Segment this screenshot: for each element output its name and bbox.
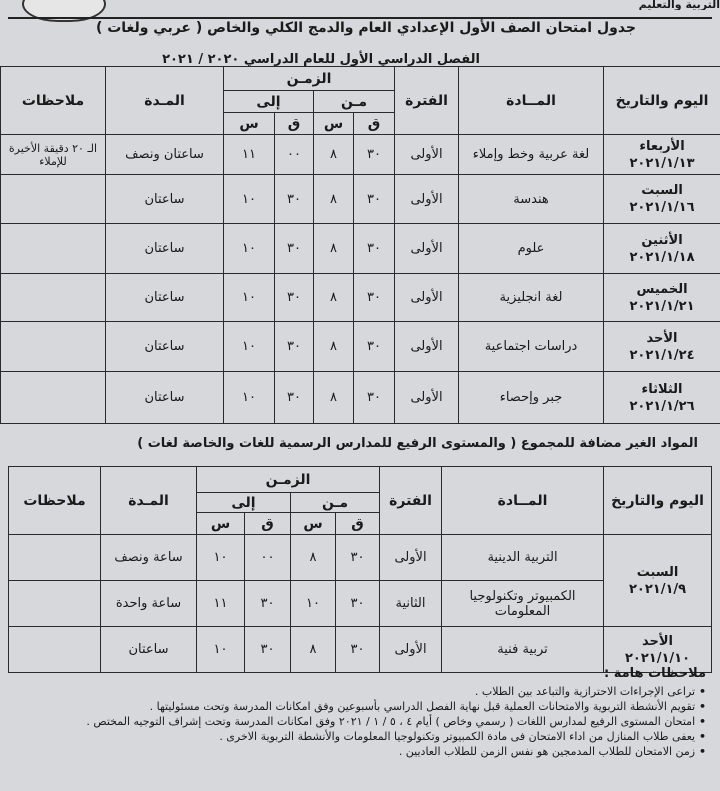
page-title: جدول امتحان الصف الأول الإعدادي العام والدمج الكلي والخاص ( عربي ولغات ) (95, 20, 636, 36)
exam-date: ٢٠٢١/١/٩ (628, 581, 687, 597)
day-name: السبت (636, 564, 679, 580)
to-minute-cell: ٣٠ (245, 581, 291, 627)
duration-cell: ساعتان (101, 627, 197, 673)
to-minute-cell: ٣٠ (275, 274, 314, 322)
period-header: الفترة (395, 67, 459, 135)
day-name: الأحد (646, 330, 678, 346)
minute-header: ق (354, 113, 395, 135)
extra-subjects-table (8, 466, 712, 673)
subject-cell: جبر وإحصاء (459, 372, 604, 424)
exam-date: ٢٠٢١/١/١٦ (629, 200, 695, 215)
exam-date: ٢٠٢١/١/٢١ (629, 298, 695, 314)
day-name: الأحد (642, 633, 674, 649)
duration-cell: ساعتان ونصف (106, 135, 224, 175)
to-hour-cell: ١٠ (197, 535, 245, 581)
hour-header: س (314, 113, 354, 135)
day-name: الأثنين (641, 232, 683, 248)
to-minute-cell: ٣٠ (245, 627, 291, 673)
note-cell (1, 175, 106, 224)
section-title: المواد الغير مضافة للمجموع ( والمستوى الرفيع للمدارس الرسمية للغات والخاصة لغات ) (137, 436, 698, 451)
to-header: إلى (224, 91, 314, 113)
to-hour-cell: ١٠ (224, 372, 275, 424)
to-minute-cell: ٠٠ (245, 535, 291, 581)
to-minute-cell: ٣٠ (275, 322, 314, 372)
to-hour-cell: ١٠ (197, 627, 245, 673)
note-cell (9, 581, 101, 627)
subject-cell: دراسات اجتماعية (459, 322, 604, 372)
subject-cell: تربية فنية (442, 627, 604, 673)
table-row (1, 224, 720, 274)
to-hour-cell: ١٠ (224, 175, 275, 224)
period-cell: الأولى (395, 135, 459, 175)
exam-date: ٢٠٢١/١/١٠ (624, 650, 691, 666)
period-cell: الأولى (380, 535, 442, 581)
exam-schedule-table (0, 66, 720, 424)
from-minute-cell: ٣٠ (354, 322, 395, 372)
from-hour-cell: ٨ (314, 224, 354, 274)
note-item: • امتحان المستوى الرفيع لمدارس اللغات ( رسمي وخاص ) أيام ٤ ، ٥ / ١ / ٢٠٢١ وفق امكانات المدرسة وتحت إشراف التوجيه المختص . (6, 714, 706, 729)
note-cell (9, 535, 101, 581)
minute-header: ق (275, 113, 314, 135)
day-date-cell (604, 372, 720, 424)
day-date-cell (604, 322, 720, 372)
from-hour-cell: ٨ (314, 322, 354, 372)
hour-header: س (291, 513, 336, 535)
period-cell: الأولى (395, 274, 459, 322)
from-hour-cell: ٨ (314, 175, 354, 224)
period-cell: الأولى (395, 175, 459, 224)
to-minute-cell: ٠٠ (275, 135, 314, 175)
duration-cell: ساعة واحدة (101, 581, 197, 627)
table-row (1, 135, 720, 175)
from-minute-cell: ٣٠ (354, 274, 395, 322)
duration-cell: ساعة ونصف (101, 535, 197, 581)
to-hour-cell: ١١ (197, 581, 245, 627)
note-cell (1, 372, 106, 424)
from-hour-cell: ٨ (314, 274, 354, 322)
subject-header: المــادة (442, 467, 604, 535)
from-hour-cell: ٨ (314, 372, 354, 424)
subject-cell: التربية الدينية (442, 535, 604, 581)
exam-date: ٢٠٢١/١/٢٦ (629, 398, 695, 414)
from-hour-cell: ٨ (314, 135, 354, 175)
from-minute-cell: ٣٠ (336, 581, 380, 627)
period-cell: الأولى (395, 322, 459, 372)
period-header: الفترة (380, 467, 442, 535)
note-cell (1, 224, 106, 274)
note-cell (9, 627, 101, 673)
subject-cell: الكمبيوتر وتكنولوجيا المعلومات (442, 581, 604, 627)
duration-cell: ساعتان (106, 372, 224, 424)
from-minute-cell: ٣٠ (354, 175, 395, 224)
minute-header: ق (245, 513, 291, 535)
duration-cell: ساعتان (106, 274, 224, 322)
to-hour-cell: ١٠ (224, 322, 275, 372)
note-cell (1, 274, 106, 322)
note-cell (1, 322, 106, 372)
day-name: الخميس (636, 281, 688, 297)
to-hour-cell: ١٠ (224, 224, 275, 274)
notes-header: ملاحظات (1, 67, 106, 135)
from-minute-cell: ٣٠ (354, 224, 395, 274)
table-row (1, 372, 720, 424)
duration-cell: ساعتان (106, 175, 224, 224)
to-minute-cell: ٣٠ (275, 224, 314, 274)
minute-header: ق (336, 513, 380, 535)
to-header: إلى (197, 493, 291, 513)
header-strip-text: التربية والتعليم (638, 0, 720, 10)
table-row (1, 322, 720, 372)
to-hour-cell: ١٠ (224, 274, 275, 322)
notes-header: ملاحظات (9, 467, 101, 535)
to-hour-cell: ١١ (224, 135, 275, 175)
from-header: مـن (291, 493, 380, 513)
from-minute-cell: ٣٠ (336, 627, 380, 673)
hour-header: س (197, 513, 245, 535)
hour-header: س (224, 113, 275, 135)
table-row (1, 274, 720, 322)
time-header: الزمـن (197, 467, 380, 493)
duration-header: المـدة (106, 67, 224, 135)
day-date-cell (604, 535, 712, 627)
day-date-cell (604, 224, 720, 274)
day-date-cell (604, 135, 720, 175)
day-name: الثلاثاء (641, 381, 683, 397)
notes-list (6, 684, 706, 759)
subject-cell: هندسة (459, 175, 604, 224)
from-hour-cell: ٨ (291, 535, 336, 581)
notes-heading: ملاحظات هامة : (604, 666, 706, 681)
subject-cell: لغة عربية وخط وإملاء (459, 135, 604, 175)
period-cell: الثانية (380, 581, 442, 627)
table-row (9, 535, 712, 581)
top-rule (8, 17, 712, 19)
day-date-header: اليوم والتاريخ (604, 467, 712, 535)
day-name: الأربعاء (639, 138, 685, 154)
duration-header: المـدة (101, 467, 197, 535)
period-cell: الأولى (395, 372, 459, 424)
exam-date: ٢٠٢١/١/١٣ (629, 155, 695, 171)
note-cell: الـ ٢٠ دقيقة الأخيرة للإملاء (1, 135, 106, 175)
note-item: • زمن الامتحان للطلاب المدمجين هو نفس الزمن للطلاب العاديين . (6, 744, 706, 759)
time-header: الزمـن (224, 67, 395, 91)
from-hour-cell: ٨ (291, 627, 336, 673)
from-minute-cell: ٣٠ (336, 535, 380, 581)
from-minute-cell: ٣٠ (354, 135, 395, 175)
note-item: • تراعى الإجراءات الاحترازية والتباعد بين الطلاب . (6, 684, 706, 699)
page-subtitle: الفصل الدراسي الأول للعام الدراسي ٢٠٢٠ / ٢٠٢١ (162, 52, 480, 67)
duration-cell: ساعتان (106, 224, 224, 274)
to-minute-cell: ٣٠ (275, 175, 314, 224)
period-cell: الأولى (395, 224, 459, 274)
subject-header: المــادة (459, 67, 604, 135)
period-cell: الأولى (380, 627, 442, 673)
from-hour-cell: ١٠ (291, 581, 336, 627)
from-minute-cell: ٣٠ (354, 372, 395, 424)
note-item: • يعفى طلاب المنازل من اداء الامتحان فى مادة الكمبيوتر وتكنولوجيا المعلومات والأنشطة التربوية الاخرى . (6, 729, 706, 744)
day-name: السبت (641, 183, 683, 198)
day-date-cell (604, 274, 720, 322)
table-row (1, 175, 720, 224)
note-item: • تقويم الأنشطة التربوية والامتحانات العملية قبل نهاية الفصل الدراسي بأسبوعين وفق امكانات المدرسة وتحت مسئوليتها . (6, 699, 706, 714)
from-header: مـن (314, 91, 395, 113)
day-date-cell (604, 175, 720, 224)
to-minute-cell: ٣٠ (275, 372, 314, 424)
exam-date: ٢٠٢١/١/١٨ (629, 249, 695, 265)
duration-cell: ساعتان (106, 322, 224, 372)
subject-cell: لغة انجليزية (459, 274, 604, 322)
subject-cell: علوم (459, 224, 604, 274)
exam-date: ٢٠٢١/١/٢٤ (629, 347, 695, 363)
day-date-header: اليوم والتاريخ (604, 67, 720, 135)
